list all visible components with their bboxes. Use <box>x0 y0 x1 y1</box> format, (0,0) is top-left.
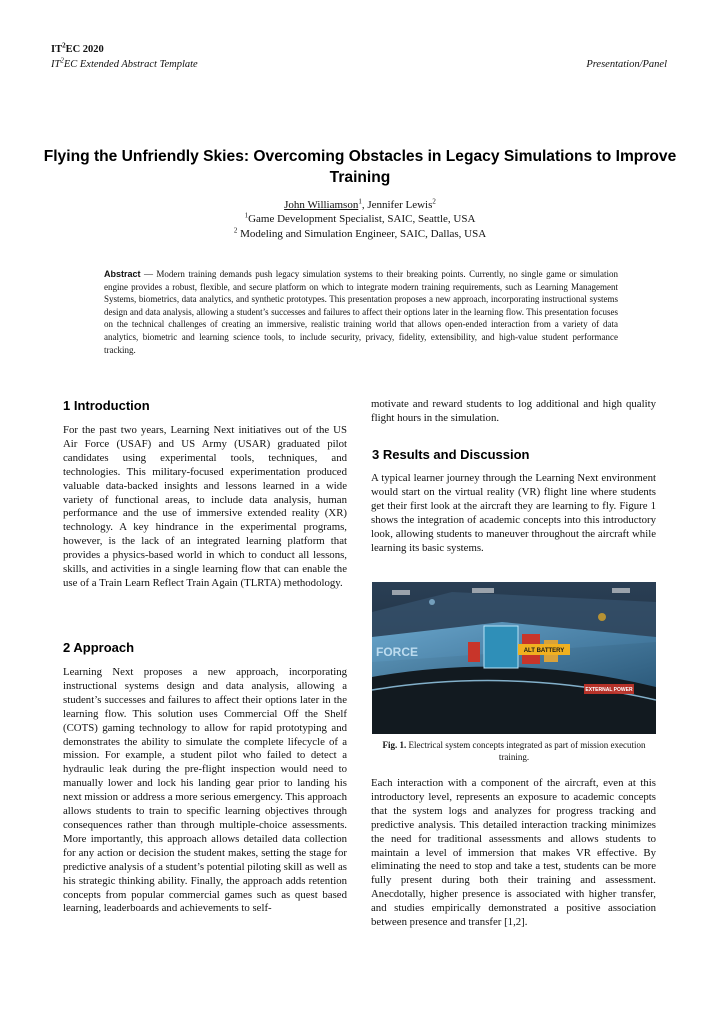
template-name: $IT^2EC$ Extended Abstract Template <box>51 56 198 70</box>
figure-1-image <box>372 582 656 734</box>
author-2: Jennifer Lewis <box>367 199 433 211</box>
approach-continued-text: motivate and reward students to log additional and high quality flight hours in the simulation. <box>371 398 656 424</box>
abstract-label: Abstract <box>104 269 141 279</box>
results-text: A typical learner journey through the Learning Next environment would start on the virtual reality (VR) flight line where students get their first look at the aircraft they are learning to fly. Figure 1 shows the integration of academic concepts into this introductory look, allowing students to maneuver throughout the aircraft while learning its basic systems. <box>371 472 656 554</box>
section-heading-approach: 2 Approach <box>63 640 135 655</box>
section-heading-introduction: 1 Introduction <box>63 398 150 413</box>
vr-cockpit-illustration <box>372 582 656 734</box>
figure-1-caption: Fig. 1. Electrical system concepts integrated as part of mission execution training. <box>382 740 646 762</box>
abstract <box>104 268 618 356</box>
affiliation-2: $^2$ Modeling and Simulation Engineer, SAIC, Dallas, USA <box>233 226 487 240</box>
section-heading-results: 3 Results and Discussion <box>372 447 530 462</box>
conference-name: $IT^2EC$ 2020 <box>51 41 104 55</box>
results-text-continued: Each interaction with a component of the aircraft, even at this introductory level, represents an exposure to academic concepts that the system logs and analyzes for progress tracking and predictive analysis. This detailed interaction tracking minimizes the need for traditional assessments and allows students to maintain a level of immersion that makes VR effective. By eliminating the need to stop and take a test, students can be more fully present during both their training and assessment. Anecdotally, higher presence is associated with higher transfer, and studies empirically demonstrated a positive association between presence and transfer [1,2]. <box>371 777 656 929</box>
alt-battery-label: ALT BATTERY <box>523 648 565 654</box>
paper-title: Flying the Unfriendly Skies: Overcoming Obstacles in Legacy Simulations to Improve Training <box>43 148 677 186</box>
affiliation-1: $^1$Game Development Specialist, SAIC, Seattle, USA <box>244 211 476 225</box>
introduction-text: For the past two years, Learning Next initiatives out of the US Air Force (USAF) and US Army (USAR) graduated pilot candidates using experimental tools, techniques, and technologies. This military-focused experimentation produced valuable data-backed insights and lessons learned in a wide variety of functional areas, to include data analysis, human performance and the use of immersive extended reality (XR) technology. A key hindrance in the experimental programs, however, is the lack of an integrated learning platform that provides a physics-based world in which to conduct all lessons, skills, and activities in a single learning flow that can enable the use of a Train Learn Reflect Train Again (TLRTA) methodology. <box>63 424 347 589</box>
author-line: John Williamson$^1$, Jennifer Lewis$^2$ <box>284 197 436 211</box>
author-1: John Williamson <box>284 199 359 211</box>
approach-text: Learning Next proposes a new approach, incorporating instructional systems design and data analysis, allowing a student’s successes and failures to affect their options later in the learning flow. This solution uses Commercial Off the Shelf (COTS) gaming technology to allow for rapid prototyping and demonstrates the ability to simulate the complete lifecycle of a mission. For example, a student pilot who failed to detect a hydraulic leak during the pre-flight inspection would need to manually lower and lock his landing gear prior to landing his next mission or address a more serious emergency. This approach allows students to train to specific learning objectives through consequences rather than through multiple-choice assessments. More importantly, this approach allows detailed data collection for any action or decision the student makes, setting the stage for predictive analysis of a student’s potential piloting skill as well as his strategic thinking ability. Finally, the approach adds retention concepts from popular commercial games such as quest based learning, leaderboards and achievements to self- <box>63 666 347 915</box>
track-label: Presentation/Panel <box>586 59 667 70</box>
abstract-text: — Modern training demands push legacy simulation systems to their breaking points. Currently, no single game or simulation engine provides a robust, flexible, and secure platform on which to integrate modern training requirements, such as Learning Management Systems, biometrics, data analytics, and synthetic prototypes. This presentation proposes a new approach, incorporating instructional systems design and data analysis, allowing a student’s successes and failures to affect their options later in the learning flow. This presentation focuses on the technical challenges of creating an immersive, realistic training world that allows open-ended interaction from a variety of data analytics, biometric and learning science tools, to include security, privacy, fidelity, extensibility, and high-value student performance tracking. <box>104 269 618 355</box>
force-text: FORCE <box>376 645 418 659</box>
external-power-label: EXTERNAL POWER <box>585 687 633 693</box>
